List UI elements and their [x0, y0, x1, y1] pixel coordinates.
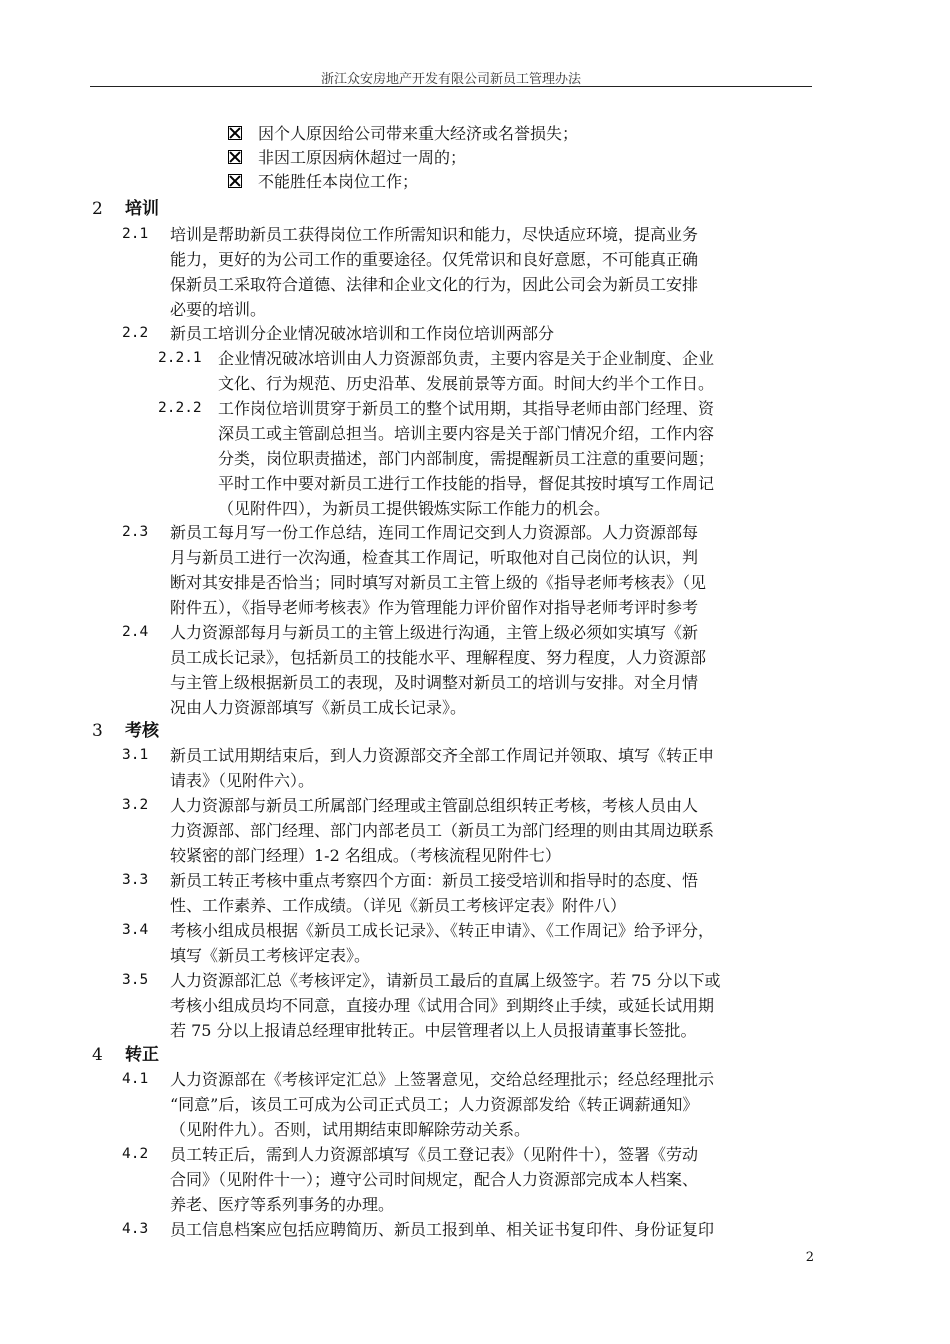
section-number: 3	[92, 721, 103, 741]
text-line: 企业情况破冰培训由人力资源部负责，主要内容是关于企业制度、企业	[218, 349, 715, 368]
text-line: 文化、行为规范、历史沿革、发展前景等方面。时间大约半个工作日。	[218, 374, 715, 393]
clause-number: 3.1	[122, 747, 149, 763]
clause-text	[170, 918, 814, 968]
text-line: 新员工每月写一份工作总结，连同工作周记交到人力资源部。人力资源部每	[170, 523, 699, 542]
checkbox-x-icon	[228, 174, 242, 188]
checkbox-x-icon	[228, 126, 242, 140]
section-title: 考核	[125, 721, 159, 741]
bullet-text: 不能胜任本岗位工作；	[258, 172, 419, 191]
text-line: 深员工或主管副总担当。培训主要内容是关于部门情况介绍，工作内容	[218, 424, 715, 443]
section-title: 转正	[125, 1045, 159, 1065]
text-line: 新员工转正考核中重点考察四个方面：新员工接受培训和指导时的态度、悟	[170, 871, 699, 890]
clause-text	[170, 1217, 814, 1242]
clause-number: 3.2	[122, 797, 149, 813]
text-line: 新员工培训分企业情况破冰培训和工作岗位培训两部分	[170, 324, 555, 343]
clause-text	[170, 620, 814, 720]
clause-text	[170, 1067, 814, 1142]
section-heading	[92, 719, 159, 743]
text-line: 人力资源部与新员工所属部门经理或主管副总组织转正考核，考核人员由人	[170, 796, 699, 815]
section-heading	[92, 197, 159, 221]
clause-number: 2.1	[122, 226, 149, 242]
page-header-title: 浙江众安房地产开发有限公司新员工管理办法	[320, 72, 581, 87]
text-line: 若 75 分以上报请总经理审批转正。中层管理者以上人员报请董事长签批。	[170, 1021, 697, 1040]
section-title: 培训	[125, 199, 159, 219]
text-line: （见附件四），为新员工提供锻炼实际工作能力的机会。	[218, 499, 611, 518]
clause-number: 2.2	[122, 325, 149, 341]
text-line: 养老、医疗等系列事务的办理。	[170, 1195, 395, 1214]
text-line: 员工信息档案应包括应聘简历、新员工报到单、相关证书复印件、身份证复印	[170, 1220, 715, 1239]
clause-number: 2.4	[122, 624, 149, 640]
clause-text	[218, 346, 814, 396]
text-line: 人力资源部每月与新员工的主管上级进行沟通，主管上级必须如实填写《新	[170, 623, 699, 642]
text-line: 性、工作素养、工作成绩。（详见《新员工考核评定表》附件八）	[170, 896, 627, 915]
clause-text	[170, 793, 814, 868]
text-line: 较紧密的部门经理）1-2 名组成。（考核流程见附件七）	[170, 846, 561, 865]
checkbox-x-icon	[228, 150, 242, 164]
text-line: 考核小组成员根据《新员工成长记录》、《转正申请》、《工作周记》给予评分，	[170, 921, 715, 940]
text-line: 断对其安排是否恰当；同时填写对新员工主管上级的《指导老师考核表》（见	[170, 573, 707, 592]
clause-number: 3.3	[122, 872, 149, 888]
clause-text	[170, 222, 814, 322]
bullet-text: 因个人原因给公司带来重大经济或名誉损失；	[258, 124, 579, 143]
clause-number: 3.4	[122, 922, 149, 938]
clause-number: 4.3	[122, 1221, 149, 1237]
text-line: 考核小组成员均不同意，直接办理《试用合同》到期终止手续，或延长试用期	[170, 996, 715, 1015]
text-line: 必要的培训。	[170, 300, 267, 319]
text-line: 分类，岗位职责描述，部门内部制度，需提醒新员工注意的重要问题；	[218, 449, 715, 468]
text-line: “同意”后，该员工可成为公司正式员工；人力资源部发给《转正调薪通知》	[170, 1095, 699, 1114]
clause-text	[170, 321, 814, 346]
text-line: 填写《新员工考核评定表》。	[170, 946, 371, 965]
text-line: 与主管上级根据新员工的表现，及时调整对新员工的培训与安排。对全月情	[170, 673, 699, 692]
clause-number: 2.2.1	[158, 350, 202, 366]
text-line: 月与新员工进行一次沟通，检查其工作周记，听取他对自己岗位的认识，判	[170, 548, 699, 567]
text-line: 新员工试用期结束后，到人力资源部交齐全部工作周记并领取、填写《转正申	[170, 746, 715, 765]
bullet-item	[228, 172, 418, 192]
text-line: （见附件九）。否则，试用期结束即解除劳动关系。	[170, 1120, 531, 1139]
clause-text	[170, 743, 814, 793]
text-line: 能力，更好的为公司工作的重要途径。仅凭常识和良好意愿，不可能真正确	[170, 250, 699, 269]
bullet-item	[228, 148, 466, 168]
clause-number: 2.2.2	[158, 400, 202, 416]
clause-number: 2.3	[122, 524, 149, 540]
text-line: 附件五），《指导老师考核表》作为管理能力评价留作对指导老师考评时参考	[170, 598, 699, 617]
clause-number: 4.1	[122, 1071, 149, 1087]
text-line: 平时工作中要对新员工进行工作技能的指导，督促其按时填写工作周记	[218, 474, 715, 493]
text-line: 力资源部、部门经理、部门内部老员工（新员工为部门经理的则由其周边联系	[170, 821, 715, 840]
section-number: 2	[92, 199, 103, 219]
header-rule	[90, 86, 812, 87]
bullet-item	[228, 124, 578, 144]
text-line: 工作岗位培训贯穿于新员工的整个试用期，其指导老师由部门经理、资	[218, 399, 715, 418]
bullet-text: 非因工原因病休超过一周的；	[258, 148, 467, 167]
text-line: 保新员工采取符合道德、法律和企业文化的行为，因此公司会为新员工安排	[170, 275, 699, 294]
page-number: 2	[805, 1250, 814, 1265]
clause-text	[218, 396, 814, 521]
text-line: 况由人力资源部填写《新员工成长记录》。	[170, 698, 467, 717]
section-heading	[92, 1043, 159, 1067]
text-line: 人力资源部在《考核评定汇总》上签署意见，交给总经理批示；经总经理批示	[170, 1070, 715, 1089]
clause-text	[170, 868, 814, 918]
clause-text	[170, 968, 814, 1043]
section-number: 4	[92, 1045, 103, 1065]
clause-text	[170, 520, 814, 620]
text-line: 请表》（见附件六）。	[170, 771, 315, 790]
clause-number: 3.5	[122, 972, 149, 988]
text-line: 员工转正后，需到人力资源部填写《员工登记表》（见附件十），签署《劳动	[170, 1145, 699, 1164]
clause-number: 4.2	[122, 1146, 149, 1162]
clause-text	[170, 1142, 814, 1217]
text-line: 培训是帮助新员工获得岗位工作所需知识和能力，尽快适应环境，提高业务	[170, 225, 699, 244]
text-line: 人力资源部汇总《考核评定》，请新员工最后的直属上级签字。若 75 分以下或	[170, 971, 721, 990]
text-line: 合同》（见附件十一）；遵守公司时间规定，配合人力资源部完成本人档案、	[170, 1170, 699, 1189]
text-line: 员工成长记录》，包括新员工的技能水平、理解程度、努力程度，人力资源部	[170, 648, 707, 667]
